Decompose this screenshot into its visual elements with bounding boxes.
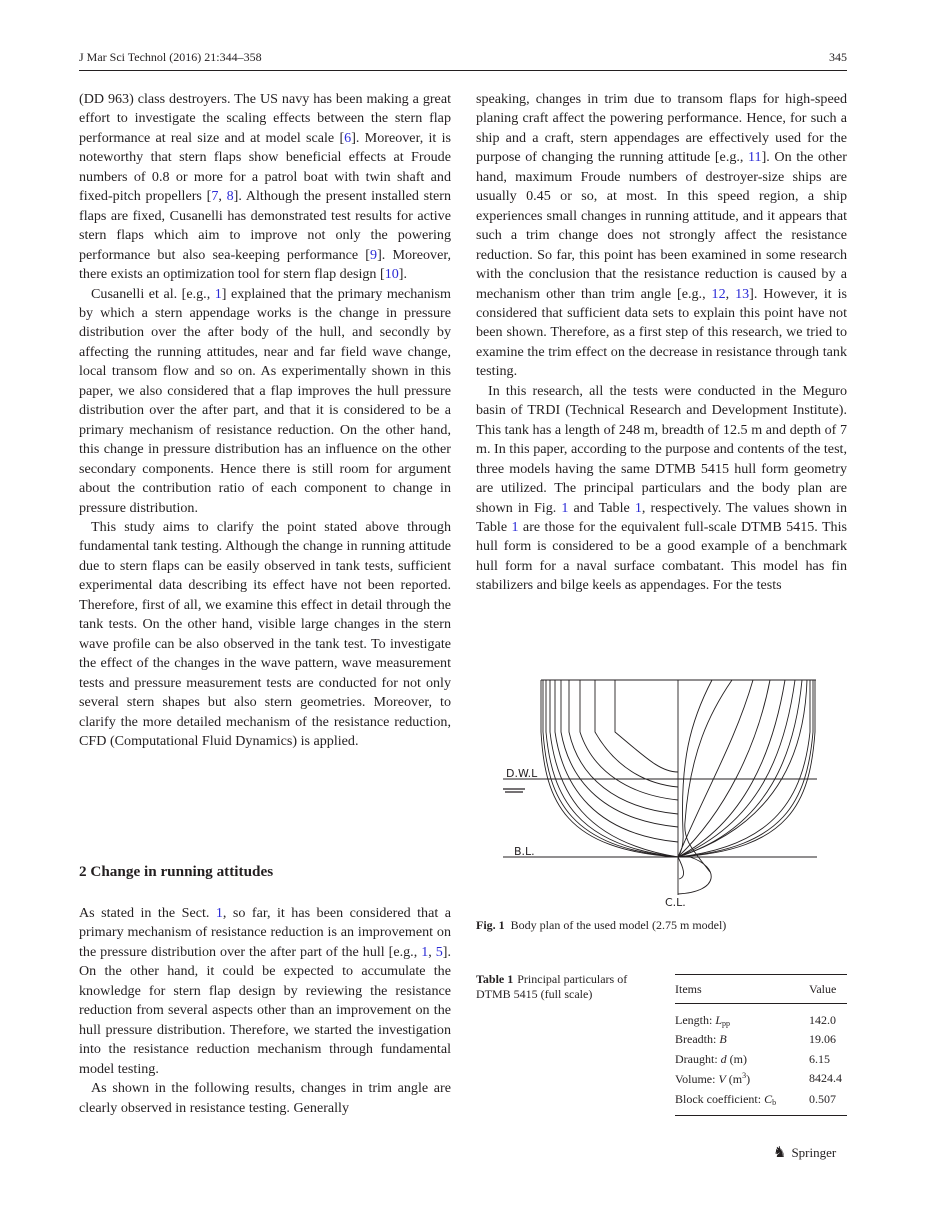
item-cell: Breadth: B xyxy=(675,1032,727,1047)
header-rule xyxy=(79,70,847,71)
paragraph: (DD 963) class destroyers. The US navy has been making a great effort to investigate the scaling effects between the stern flap performance at real size and at model scale [6]. Moreover, it is noteworthy that stern flaps show beneficial effects at Froude numbers of 0.8 or more for a patrol boat with twin shaft and fixed-pitch propellers [7, 8]. Although the present installed stern flaps are fixed, Cusanelli has demonstrated test results for active stern flaps which aim to improve not only the powering performance but also sea-keeping performance [9]. Moreover, there exists an optimization tool for stern flap design [10]. xyxy=(79,91,452,283)
citation-link[interactable]: 13 xyxy=(735,285,750,302)
item-cell: Draught: d (m) xyxy=(675,1051,747,1066)
page-number: 345 xyxy=(829,50,847,64)
publisher-name: Springer xyxy=(791,1145,837,1160)
right-column-body xyxy=(476,90,847,596)
value-cell: 19.06 xyxy=(809,1032,836,1047)
bulb-profile-inner xyxy=(678,857,684,879)
paragraph: This study aims to clarify the point stated above through fundamental tank testing. Although the change in running attitude due to stern flaps can be easily observed in tank tests, sufficient experimental data describing its effect have not been reported. Therefore, first of all, we examine this effect in detail through the tank tests. On the other hand, visible large changes in the stern wave profile can be also observed in the tank test. To investigate the effect of the changes in the wave pattern, wave measurement tests and pressure measurement tests are conducted for not only several stern shapes but also stern geometries. Moreover, to clarify the more detailed mechanism of the resistance reduction, CFD (Computational Fluid Dynamics) is applied. xyxy=(79,518,451,749)
citation-link[interactable]: 7 xyxy=(211,188,219,205)
citation-link[interactable]: 1 xyxy=(215,905,223,921)
table-row xyxy=(675,1089,847,1116)
figure-caption xyxy=(476,918,726,933)
paragraph: Cusanelli et al. [e.g., 1] explained that the primary mechanism by which a stern appendage works is the change in pressure distribution over the after body of the hull, and secondly by affecting the running attitudes, near and far field wave change, local transom flow and so on. As experimentally shown in this paper, we also considered that a flap improves the hull pressure distribution over the after part, and that it is considered to be a primary mechanism of resistance reduction. On the other hand, this change in pressure distribution has an influence on the other secondary components. Hence there is still room for argument about the contribution ratio of each component to change in pressure distribution. xyxy=(79,285,452,516)
table-caption-text: Principal particulars of DTMB 5415 (full scale) xyxy=(476,972,628,1001)
section-body xyxy=(79,904,451,1118)
fore-stations xyxy=(678,680,815,872)
springer-horse-logo-icon: ♞ xyxy=(773,1144,787,1161)
citation-link[interactable]: 5 xyxy=(435,943,443,960)
right-paragraphs xyxy=(476,90,847,596)
cl-label: C.L. xyxy=(665,896,686,909)
table-row xyxy=(675,1069,847,1089)
citation-link[interactable]: 1 xyxy=(214,285,222,302)
item-cell: Volume: V $(m^3)$ xyxy=(675,1070,751,1086)
citation-link[interactable]: 12 xyxy=(711,285,726,302)
figure-caption-label: Fig. 1 xyxy=(476,918,505,932)
dwl-label: D.W.L xyxy=(506,767,538,780)
publisher-mark xyxy=(773,1145,836,1161)
table-caption-label: Table 1 xyxy=(476,972,514,986)
table-row xyxy=(675,1004,847,1031)
paragraph: speaking, changes in trim due to transom flaps for high-speed planing craft affect the powering performance. Hence, for such a ship and a craft, stern appendages are effectively used for the purpose of changing the running attitude [e.g., 11]. On the other hand, maximum Froude numbers of destroyer-size ships are usually 0.45 or so, at most. In this speed region, a ship experiences small changes in running attitude, and it appears that such a trim change does not strongly affect the resistance reduction. So far, this point has been examined in some research with the conclusion that the resistance reduction is caused by a mechanism other than trim angle [e.g., 12, 13]. However, it is considered that sufficient data sets to explain this point have not been shown. Therefore, as a first step of this research, we tried to examine the trim effect on the decrease in resistance through tank testing. xyxy=(476,91,848,380)
citation-link[interactable]: 8 xyxy=(226,188,234,205)
citation-link[interactable]: 11 xyxy=(748,149,762,166)
citation-link[interactable]: 9 xyxy=(370,246,378,263)
citation-link[interactable]: 6 xyxy=(344,129,352,146)
column-header-value: Value xyxy=(809,975,847,1004)
table-row xyxy=(675,1050,847,1070)
table-caption xyxy=(476,972,661,1002)
figure-caption-text: Body plan of the used model (2.75 m model) xyxy=(510,918,727,932)
citation-link[interactable]: 1 xyxy=(561,499,569,516)
left-paragraphs xyxy=(79,90,451,751)
value-cell: 142.0 xyxy=(809,1012,836,1027)
value-cell: 8424.4 xyxy=(809,1071,842,1086)
running-header xyxy=(79,50,847,65)
left-column-body xyxy=(79,90,451,751)
section-heading: 2 Change in running attitudes xyxy=(79,863,274,880)
body-plan-figure xyxy=(495,672,840,910)
citation-link[interactable]: 1 xyxy=(511,518,519,535)
citation-link[interactable]: 1 xyxy=(634,499,642,516)
item-cell: Length: $L_{pp}$ xyxy=(675,1012,731,1028)
paragraph: As stated in the Sect. 1, so far, it has been considered that a primary mechanism of resistance reduction is an improvement on the pressure distribution over the after part of the hull [e.g., 1, 5]. On the other hand, it could be expected to accumulate the knowledge for stern flap design by reviewing the resistance reduction from several aspects other than an improvement on the hull pressure distribution. Therefore, we started the investigation into the resistance reduction mechanism through fundamental model testing. xyxy=(79,905,452,1077)
aft-stations xyxy=(541,680,678,857)
citation-link[interactable]: 1 xyxy=(421,943,429,960)
paragraph: As shown in the following results, changes in trim angle are clearly observed in resistance testing. Generally xyxy=(79,1080,451,1116)
paragraph: In this research, all the tests were conducted in the Meguro basin of TRDI (Technical Research and Development Institute). This tank has a length of 248 m, breadth of 12.5 m and depth of 7 m. In this paper, according to the purpose and contents of the test, three models having the same DTMB 5415 hull form geometry are utilized. The principal particulars and the body plan are shown in Fig. 1 and Table 1, respectively. The values shown in Table 1 are those for the equivalent full-scale DTMB 5415. This hull form is considered to be a good example of a benchmark hull form for a naval surface combatant. This model has fin stabilizers and bilge keels as appendages. For the tests xyxy=(476,382,848,594)
journal-citation: J Mar Sci Technol (2016) 21:344–358 xyxy=(79,50,262,64)
section-paragraphs xyxy=(79,904,451,1118)
value-cell: 0.507 xyxy=(809,1089,847,1116)
table-header-row xyxy=(675,975,847,1004)
table-row xyxy=(675,1030,847,1050)
bl-label: B.L. xyxy=(514,845,535,858)
item-cell: Block coefficient: $C_b$ xyxy=(675,1089,809,1116)
column-header-items: Items xyxy=(675,975,809,1004)
value-cell: 6.15 xyxy=(809,1051,830,1066)
citation-link[interactable]: 10 xyxy=(384,266,399,283)
principal-particulars-table xyxy=(675,974,847,1116)
